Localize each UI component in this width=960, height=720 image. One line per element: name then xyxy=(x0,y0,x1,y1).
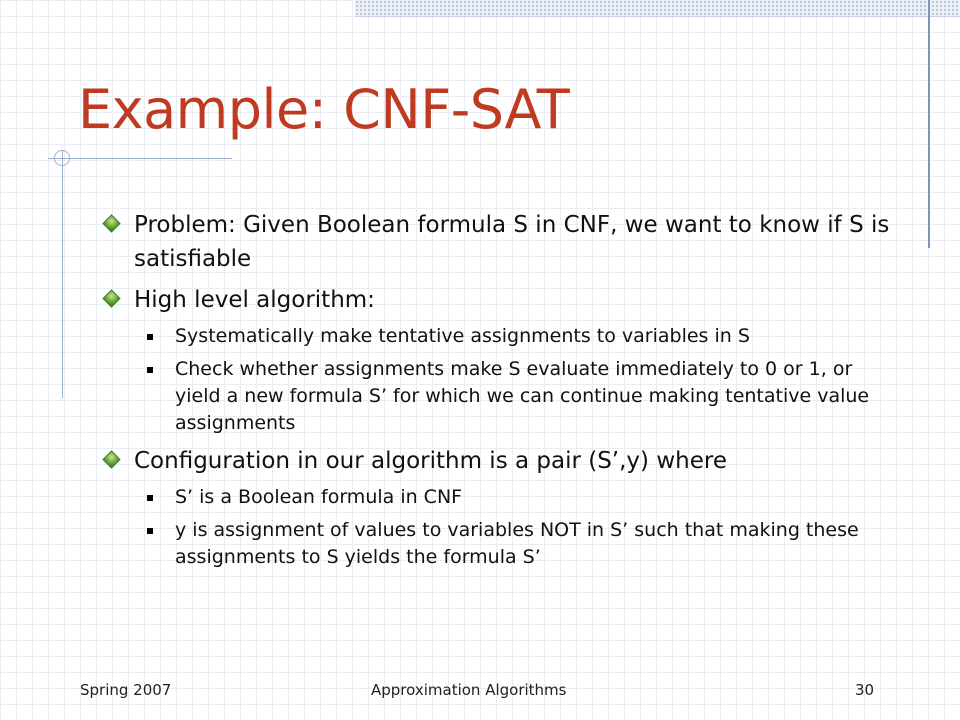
sub-bullet xyxy=(147,323,890,350)
footer-course-title: Approximation Algorithms xyxy=(371,681,567,699)
black-square-icon xyxy=(147,495,153,501)
bullet-high-level-algorithm xyxy=(100,283,890,317)
sub-bullet-list xyxy=(100,484,890,571)
sub-bullet-text: Check whether assignments make S evaluate immediately to 0 or 1, or yield a new formula S’ for which we can continue making tentative value assignments xyxy=(175,358,870,434)
sub-bullet-text: S’ is a Boolean formula in CNF xyxy=(175,486,463,508)
sub-bullet-list xyxy=(100,323,890,437)
bullet-text: Problem: Given Boolean formula S in CNF, we want to know if S is satisfiable xyxy=(134,212,890,272)
footer-page-number: 30 xyxy=(855,681,875,699)
black-square-icon xyxy=(147,528,153,534)
black-square-icon xyxy=(147,367,153,373)
green-diamond-icon xyxy=(104,452,120,468)
sub-bullet xyxy=(147,517,890,571)
bullet-problem xyxy=(100,208,890,276)
bullet-configuration xyxy=(100,444,890,478)
sub-bullet-text: Systematically make tentative assignments to variables in S xyxy=(175,325,750,347)
green-diamond-icon xyxy=(104,216,120,232)
right-vertical-rule xyxy=(928,0,930,248)
sub-bullet-text: y is assignment of values to variables NOT in S’ such that making these assignments to S yields the formula S’ xyxy=(175,519,859,568)
footer-date: Spring 2007 xyxy=(80,681,172,699)
rule-circle-ornament xyxy=(54,150,70,166)
top-decorative-band xyxy=(355,0,960,17)
sub-bullet xyxy=(147,356,890,437)
green-diamond-icon xyxy=(104,291,120,307)
slide-body xyxy=(100,208,890,577)
title-underline-rule xyxy=(48,158,232,159)
sub-bullet xyxy=(147,484,890,511)
bullet-text: Configuration in our algorithm is a pair (S’,y) where xyxy=(134,448,727,474)
bullet-text: High level algorithm: xyxy=(134,287,375,313)
left-vertical-rule xyxy=(62,150,63,398)
black-square-icon xyxy=(147,334,153,340)
slide-title: Example: CNF-SAT xyxy=(78,78,570,141)
